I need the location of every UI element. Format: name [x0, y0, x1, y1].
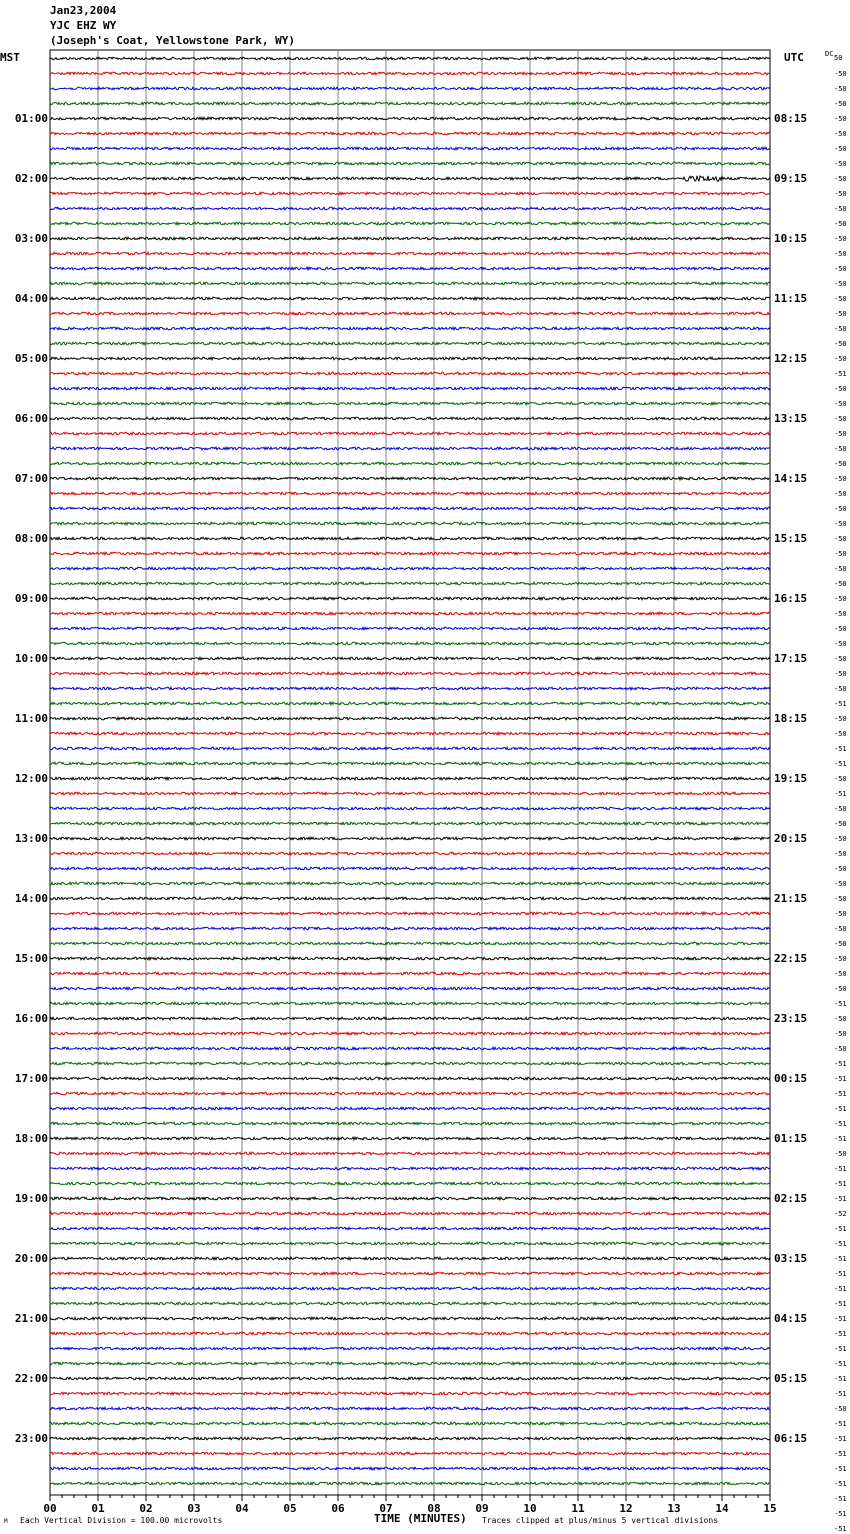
trace-row: [50, 237, 770, 240]
dc-offset-label: -51: [834, 1105, 847, 1113]
right-hour-label: 13:15: [774, 412, 808, 425]
trace-row: [50, 417, 770, 420]
dc-offset-label: -50: [834, 475, 847, 483]
right-hour-label: 01:15: [774, 1132, 808, 1145]
dc-offset-label: -50: [834, 670, 847, 678]
trace-row: [50, 837, 770, 840]
right-hour-label: 12:15: [774, 352, 808, 365]
dc-offset-label: -50: [834, 400, 847, 408]
trace-row: [50, 57, 770, 60]
right-hour-label: 03:15: [774, 1252, 808, 1265]
dc-offset-label: -51: [834, 1285, 847, 1293]
station-code: YJC EHZ WY: [50, 19, 117, 32]
dc-offset-label: -50: [834, 175, 847, 183]
trace-row: [50, 462, 770, 465]
dc-offset-label: -50: [834, 250, 847, 258]
dc-offset-label: -50: [834, 100, 847, 108]
trace-row: [50, 957, 770, 960]
dc-offset-label: -51: [834, 1135, 847, 1143]
dc-offset-label: -52: [834, 1210, 847, 1218]
dc-offset-label: -51: [834, 1360, 847, 1368]
dc-offset-label: -51: [834, 1330, 847, 1338]
trace-row: [50, 1212, 770, 1215]
dc-offset-label: -50: [834, 820, 847, 828]
seismic-traces: [50, 57, 770, 1485]
dc-offset-label: -50: [834, 940, 847, 948]
trace-row: [50, 402, 770, 405]
dc-offset-label: -51: [834, 1240, 847, 1248]
trace-row: [50, 87, 770, 90]
dc-offset-label: -50: [834, 625, 847, 633]
left-hour-label: 19:00: [14, 1192, 48, 1205]
trace-row: [50, 342, 770, 345]
dc-offset-label: -50: [834, 1030, 847, 1038]
dc-offset-label: -51: [834, 1465, 847, 1473]
dc-offset-label: -50: [834, 355, 847, 363]
trace-row: [50, 1392, 770, 1395]
plot-date: Jan23,2004: [50, 4, 117, 17]
dc-offset-label: -50: [834, 1015, 847, 1023]
trace-row: [50, 522, 770, 525]
trace-row: [50, 627, 770, 630]
dc-offset-label: -50: [834, 580, 847, 588]
right-hour-label: 21:15: [774, 892, 808, 905]
dc-offset-label: -51: [834, 1315, 847, 1323]
trace-row: [50, 672, 770, 675]
x-tick-label: 15: [763, 1502, 777, 1515]
trace-row: [50, 327, 770, 330]
trace-row: [50, 717, 770, 720]
trace-row: [50, 732, 770, 735]
trace-row: [50, 612, 770, 615]
left-hour-label: 06:00: [14, 412, 48, 425]
dc-offset-label: -51: [834, 1525, 847, 1533]
dc-offset-label: -50: [834, 925, 847, 933]
dc-offset-label: -51: [834, 1480, 847, 1488]
trace-row: [50, 762, 770, 765]
dc-offset-label: -50: [834, 385, 847, 393]
corner-mark: M: [4, 1518, 8, 1525]
dc-offset-label: -50: [834, 550, 847, 558]
x-tick-label: 14: [715, 1502, 729, 1515]
x-tick-label: 08: [427, 1502, 441, 1515]
trace-row: [50, 972, 770, 975]
right-hour-label: 11:15: [774, 292, 808, 305]
dc-offset-label: -50: [834, 145, 847, 153]
trace-row: [50, 1032, 770, 1035]
dc-offset-label: -50: [834, 235, 847, 243]
trace-row: [50, 176, 770, 182]
dc-offset-label: -51: [834, 1180, 847, 1188]
left-hour-label: 15:00: [14, 952, 48, 965]
dc-offset-label: -50: [834, 325, 847, 333]
trace-row: [50, 1257, 770, 1260]
trace-row: [50, 357, 770, 360]
trace-row: [50, 1332, 770, 1335]
dc-offset-label: -50: [834, 70, 847, 78]
dc-offset-label: -50: [834, 1150, 847, 1158]
dc-offset-label: -51: [834, 1165, 847, 1173]
dc-offset-label: -51: [834, 1390, 847, 1398]
dc-offset-label: -50: [834, 415, 847, 423]
left-hour-label: 01:00: [14, 112, 48, 125]
dc-offset-label: -50: [834, 130, 847, 138]
dc-offset-label: -50: [834, 265, 847, 273]
dc-offset-label: -51: [834, 1435, 847, 1443]
trace-row: [50, 162, 770, 165]
trace-row: [50, 477, 770, 480]
dc-offset-label: -51: [834, 1225, 847, 1233]
dc-offset-label: -50: [834, 730, 847, 738]
right-hour-label: 14:15: [774, 472, 808, 485]
dc-offset-label: -50: [834, 805, 847, 813]
trace-row: [50, 1092, 770, 1095]
trace-row: [50, 852, 770, 855]
dc-offset-label: -50: [834, 970, 847, 978]
dc-offset-label: -50: [834, 640, 847, 648]
dc-offset-label: -50: [834, 865, 847, 873]
dc-offset-label: -50: [834, 1045, 847, 1053]
left-hour-label: 03:00: [14, 232, 48, 245]
left-hour-label: 23:00: [14, 1432, 48, 1445]
right-hour-label: 18:15: [774, 712, 808, 725]
right-hour-label: 19:15: [774, 772, 808, 785]
trace-row: [50, 372, 770, 375]
left-hour-label: 09:00: [14, 592, 48, 605]
dc-offset-label: -51: [834, 790, 847, 798]
plot-frame: [50, 50, 770, 1495]
trace-row: [50, 1227, 770, 1230]
trace-row: [50, 807, 770, 810]
right-hour-label: 23:15: [774, 1012, 808, 1025]
dc-offset-label: -51: [834, 1270, 847, 1278]
dc-offset-label: -50: [834, 445, 847, 453]
trace-row: [50, 1122, 770, 1125]
trace-row: [50, 1002, 770, 1005]
right-hour-label: 16:15: [774, 592, 808, 605]
right-hour-label: 17:15: [774, 652, 808, 665]
dc-offset-label: -51: [834, 1420, 847, 1428]
x-tick-label: 10: [523, 1502, 537, 1515]
dc-offset-label: -51: [834, 1195, 847, 1203]
trace-row: [50, 642, 770, 645]
scale-note: Each Vertical Division = 100.00 microvolts: [20, 1516, 223, 1525]
trace-row: [50, 222, 770, 225]
trace-row: [50, 147, 770, 150]
left-hour-label: 17:00: [14, 1072, 48, 1085]
left-hour-label: 21:00: [14, 1312, 48, 1325]
trace-row: [50, 1182, 770, 1185]
dc-offset-label: -51: [834, 1000, 847, 1008]
trace-row: [50, 1422, 770, 1425]
dc-label: DC: [825, 50, 834, 58]
trace-row: [50, 1317, 770, 1320]
x-tick-label: 03: [187, 1502, 201, 1515]
dc-offset-label: -50: [834, 190, 847, 198]
right-hour-label: 00:15: [774, 1072, 808, 1085]
trace-row: [50, 882, 770, 885]
dc-offset-label: -50: [834, 1405, 847, 1413]
right-hour-label: 09:15: [774, 172, 808, 185]
dc-offset-label: -50: [834, 835, 847, 843]
trace-row: [50, 387, 770, 390]
trace-row: [50, 1272, 770, 1275]
dc-offset-label: -51: [834, 1060, 847, 1068]
dc-offset-label: -50: [834, 430, 847, 438]
trace-row: [50, 747, 770, 750]
trace-row: [50, 1482, 770, 1485]
dc-offset-label: -50: [834, 655, 847, 663]
trace-row: [50, 1452, 770, 1455]
dc-offset-label: -50: [834, 520, 847, 528]
dc-offset-label: -50: [834, 910, 847, 918]
right-hour-label: 05:15: [774, 1372, 808, 1385]
trace-row: [50, 1287, 770, 1290]
dc-offset-label: -50: [834, 955, 847, 963]
x-tick-label: 04: [235, 1502, 249, 1515]
dc-offset-label: -50: [834, 310, 847, 318]
left-hour-label: 11:00: [14, 712, 48, 725]
trace-row: [50, 597, 770, 600]
dc-offset-label: -50: [834, 85, 847, 93]
trace-row: [50, 132, 770, 135]
trace-row: [50, 567, 770, 570]
left-hour-label: 10:00: [14, 652, 48, 665]
dc-offset-label: -50: [834, 880, 847, 888]
trace-row: [50, 537, 770, 540]
dc-offset-label: -51: [834, 1495, 847, 1503]
trace-row: [50, 1347, 770, 1350]
dc-offset-label: -51: [834, 1300, 847, 1308]
trace-row: [50, 777, 770, 780]
dc-offset-label: -51: [834, 1450, 847, 1458]
left-hour-label: 04:00: [14, 292, 48, 305]
trace-row: [50, 1362, 770, 1365]
trace-row: [50, 192, 770, 195]
trace-row: [50, 1377, 770, 1380]
dc-offset-label: -50: [834, 565, 847, 573]
right-hour-label: 20:15: [774, 832, 808, 845]
dc-offset-label: -51: [834, 1120, 847, 1128]
left-hour-label: 18:00: [14, 1132, 48, 1145]
dc-offset-label: -50: [834, 505, 847, 513]
left-hour-label: 16:00: [14, 1012, 48, 1025]
trace-row: [50, 552, 770, 555]
dc-offset-label: 50: [834, 54, 843, 62]
trace-row: [50, 912, 770, 915]
left-hour-label: 08:00: [14, 532, 48, 545]
trace-row: [50, 1017, 770, 1020]
dc-offset-label: -50: [834, 685, 847, 693]
trace-row: [50, 1137, 770, 1140]
minute-gridlines: [98, 50, 722, 1495]
right-hour-label: 06:15: [774, 1432, 808, 1445]
trace-row: [50, 267, 770, 270]
clip-note: Traces clipped at plus/minus 5 vertical divisions: [482, 1516, 719, 1525]
trace-row: [50, 792, 770, 795]
dc-offset-label: -50: [834, 490, 847, 498]
dc-offset-label: -50: [834, 985, 847, 993]
right-hour-label: 10:15: [774, 232, 808, 245]
trace-row: [50, 702, 770, 705]
trace-row: [50, 1167, 770, 1170]
right-hour-label: 04:15: [774, 1312, 808, 1325]
left-hour-label: 12:00: [14, 772, 48, 785]
trace-row: [50, 117, 770, 120]
trace-row: [50, 207, 770, 210]
dc-offset-label: -50: [834, 595, 847, 603]
trace-row: [50, 282, 770, 285]
dc-offset-label: -50: [834, 280, 847, 288]
dc-offset-label: -51: [834, 370, 847, 378]
trace-row: [50, 897, 770, 900]
right-hour-label: 15:15: [774, 532, 808, 545]
right-hour-label: 02:15: [774, 1192, 808, 1205]
dc-offset-label: -51: [834, 760, 847, 768]
dc-offset-label: -50: [834, 295, 847, 303]
dc-offset-label: -51: [834, 1090, 847, 1098]
trace-row: [50, 582, 770, 585]
x-tick-label: 05: [283, 1502, 297, 1515]
trace-row: [50, 72, 770, 75]
trace-row: [50, 927, 770, 930]
left-hour-label: 22:00: [14, 1372, 48, 1385]
right-hour-label: 08:15: [774, 112, 808, 125]
dc-offset-label: -51: [834, 1075, 847, 1083]
dc-offset-label: -50: [834, 775, 847, 783]
x-tick-label: 07: [379, 1502, 393, 1515]
dc-offset-label: -51: [834, 1375, 847, 1383]
x-tick-label: 13: [667, 1502, 681, 1515]
dc-offset-label: -50: [834, 205, 847, 213]
trace-row: [50, 1062, 770, 1065]
trace-row: [50, 297, 770, 300]
x-tick-label: 01: [91, 1502, 105, 1515]
left-timezone-label: MST: [0, 51, 20, 64]
x-tick-label: 06: [331, 1502, 345, 1515]
dc-offset-label: -50: [834, 610, 847, 618]
dc-offset-label: -51: [834, 1255, 847, 1263]
trace-row: [50, 432, 770, 435]
trace-row: [50, 447, 770, 450]
right-hour-label: 22:15: [774, 952, 808, 965]
trace-row: [50, 102, 770, 105]
trace-row: [50, 1467, 770, 1470]
dc-offset-label: -50: [834, 340, 847, 348]
trace-row: [50, 942, 770, 945]
station-location: (Joseph's Coat, Yellowstone Park, WY): [50, 34, 296, 47]
trace-row: [50, 492, 770, 495]
trace-row: [50, 1107, 770, 1110]
dc-offset-label: -50: [834, 850, 847, 858]
trace-row: [50, 1077, 770, 1080]
trace-row: [50, 312, 770, 315]
dc-offset-label: -50: [834, 895, 847, 903]
left-hour-label: 02:00: [14, 172, 48, 185]
dc-offset-label: -50: [834, 535, 847, 543]
trace-row: [50, 987, 770, 990]
left-hour-label: 07:00: [14, 472, 48, 485]
x-axis-title: TIME (MINUTES): [374, 1512, 467, 1525]
x-tick-label: 09: [475, 1502, 489, 1515]
trace-row: [50, 822, 770, 825]
trace-row: [50, 1152, 770, 1155]
x-tick-label: 12: [619, 1502, 633, 1515]
dc-offset-label: -50: [834, 460, 847, 468]
trace-row: [50, 1197, 770, 1200]
trace-row: [50, 507, 770, 510]
dc-offset-label: -51: [834, 700, 847, 708]
left-hour-label: 13:00: [14, 832, 48, 845]
x-tick-label: 11: [571, 1502, 585, 1515]
dc-offset-label: -50: [834, 220, 847, 228]
left-hour-label: 14:00: [14, 892, 48, 905]
trace-row: [50, 1302, 770, 1305]
trace-row: [50, 867, 770, 870]
left-hour-label: 20:00: [14, 1252, 48, 1265]
dc-offset-label: -51: [834, 1345, 847, 1353]
x-tick-label: 00: [43, 1502, 57, 1515]
trace-row: [50, 1242, 770, 1245]
trace-row: [50, 1407, 770, 1410]
trace-row: [50, 252, 770, 255]
trace-row: [50, 1047, 770, 1050]
dc-offset-label: -50: [834, 160, 847, 168]
dc-offset-label: -51: [834, 1510, 847, 1518]
x-tick-label: 02: [139, 1502, 153, 1515]
trace-row: [50, 687, 770, 690]
left-hour-label: 05:00: [14, 352, 48, 365]
trace-row: [50, 1437, 770, 1440]
trace-row: [50, 657, 770, 660]
dc-offset-label: -50: [834, 715, 847, 723]
dc-offset-label: -50: [834, 115, 847, 123]
right-timezone-label: UTC: [784, 51, 804, 64]
dc-offset-label: -51: [834, 745, 847, 753]
